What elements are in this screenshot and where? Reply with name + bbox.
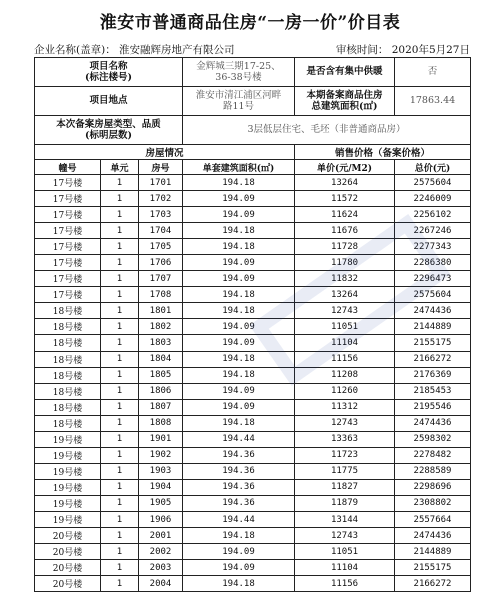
- cell-unit: 1: [101, 367, 139, 383]
- cell-room: 2001: [139, 528, 183, 544]
- cell-unit-price: 11260: [295, 383, 395, 399]
- cell-room: 1707: [139, 271, 183, 287]
- cell-unit-price: 11624: [295, 207, 395, 223]
- cell-room: 1804: [139, 351, 183, 367]
- cell-area: 194.09: [183, 207, 295, 223]
- cell-unit-price: 11312: [295, 399, 395, 415]
- cell-total-price: 2288589: [395, 463, 471, 479]
- cell-area: 194.18: [183, 351, 295, 367]
- cell-room: 1701: [139, 175, 183, 191]
- cell-unit: 1: [101, 528, 139, 544]
- cell-unit-price: 11156: [295, 576, 395, 592]
- cell-unit-price: 11104: [295, 335, 395, 351]
- central-heating-value: 否: [395, 58, 471, 87]
- cell-total-price: 2195546: [395, 399, 471, 415]
- cell-room: 1902: [139, 447, 183, 463]
- cell-building: 19号楼: [35, 447, 101, 463]
- cell-unit: 1: [101, 383, 139, 399]
- type-value: 3层低层住宅、毛坯（非普通商品房）: [183, 116, 471, 145]
- table-row: [35, 560, 471, 576]
- central-heating-label: 是否含有集中供暖: [295, 58, 395, 87]
- table-body: [35, 175, 471, 592]
- col-total-price: 总价(元): [395, 160, 471, 175]
- cell-unit-price: 13363: [295, 431, 395, 447]
- price-header: 销售价格（备案价格）: [295, 145, 471, 160]
- table-row: [35, 303, 471, 319]
- cell-building: 17号楼: [35, 223, 101, 239]
- cell-total-price: 2296473: [395, 271, 471, 287]
- table-row: [35, 239, 471, 255]
- cell-unit: 1: [101, 576, 139, 592]
- type-label: 本次备案房屋类型、品质 (标明层数): [35, 116, 183, 145]
- table-row: [35, 399, 471, 415]
- table-row: [35, 431, 471, 447]
- table-row: [35, 223, 471, 239]
- table-row: [35, 495, 471, 511]
- cell-unit-price: 11676: [295, 223, 395, 239]
- cell-unit-price: 11051: [295, 544, 395, 560]
- cell-total-price: 2267246: [395, 223, 471, 239]
- cell-area: 194.09: [183, 383, 295, 399]
- table-row: [35, 479, 471, 495]
- cell-building: 18号楼: [35, 319, 101, 335]
- cell-total-price: 2166272: [395, 351, 471, 367]
- cell-room: 1904: [139, 479, 183, 495]
- cell-room: 1805: [139, 367, 183, 383]
- cell-unit: 1: [101, 303, 139, 319]
- cell-room: 1704: [139, 223, 183, 239]
- cell-total-price: 2277343: [395, 239, 471, 255]
- table-row: [35, 319, 471, 335]
- cell-unit-price: 13144: [295, 511, 395, 527]
- cell-building: 19号楼: [35, 463, 101, 479]
- cell-unit-price: 11728: [295, 239, 395, 255]
- table-row: [35, 351, 471, 367]
- cell-building: 17号楼: [35, 207, 101, 223]
- cell-room: 1703: [139, 207, 183, 223]
- cell-room: 1906: [139, 511, 183, 527]
- info-row-location: [35, 87, 471, 116]
- table-row: [35, 463, 471, 479]
- cell-area: 194.18: [183, 287, 295, 303]
- cell-unit: 1: [101, 287, 139, 303]
- cell-unit: 1: [101, 415, 139, 431]
- cell-unit: 1: [101, 239, 139, 255]
- cell-area: 194.18: [183, 223, 295, 239]
- cell-area: 194.44: [183, 431, 295, 447]
- cell-area: 194.18: [183, 415, 295, 431]
- table-row: [35, 511, 471, 527]
- cell-unit: 1: [101, 463, 139, 479]
- cell-total-price: 2176369: [395, 367, 471, 383]
- cell-total-price: 2185453: [395, 383, 471, 399]
- cell-building: 19号楼: [35, 479, 101, 495]
- cell-building: 17号楼: [35, 239, 101, 255]
- cell-room: 1705: [139, 239, 183, 255]
- cell-room: 1708: [139, 287, 183, 303]
- cell-area: 194.18: [183, 239, 295, 255]
- cell-unit: 1: [101, 255, 139, 271]
- cell-unit-price: 11832: [295, 271, 395, 287]
- cell-area: 194.18: [183, 303, 295, 319]
- cell-unit: 1: [101, 319, 139, 335]
- cell-total-price: 2166272: [395, 576, 471, 592]
- table-row: [35, 255, 471, 271]
- cell-building: 18号楼: [35, 415, 101, 431]
- cell-room: 1702: [139, 191, 183, 207]
- cell-unit-price: 11104: [295, 560, 395, 576]
- cell-unit-price: 12743: [295, 415, 395, 431]
- cell-building: 18号楼: [35, 351, 101, 367]
- cell-total-price: 2278482: [395, 447, 471, 463]
- cell-unit: 1: [101, 560, 139, 576]
- project-name-value: 金辉城三期17-25、 36-38号楼: [183, 58, 295, 87]
- col-unit-price: 单价(元/M2): [295, 160, 395, 175]
- cell-unit-price: 11780: [295, 255, 395, 271]
- cell-unit-price: 11156: [295, 351, 395, 367]
- col-unit: 单元: [101, 160, 139, 175]
- cell-total-price: 2246009: [395, 191, 471, 207]
- cell-room: 1807: [139, 399, 183, 415]
- cell-area: 194.36: [183, 495, 295, 511]
- table-row: [35, 207, 471, 223]
- cell-room: 1802: [139, 319, 183, 335]
- cell-area: 194.09: [183, 191, 295, 207]
- cell-unit: 1: [101, 495, 139, 511]
- table-row: [35, 271, 471, 287]
- location-value: 淮安市清江浦区河畔 路11号: [183, 87, 295, 116]
- housing-header: 房屋情况: [35, 145, 295, 160]
- cell-total-price: 2256102: [395, 207, 471, 223]
- cell-building: 17号楼: [35, 287, 101, 303]
- review-time: 审核时间： 2020年5月27日: [335, 44, 470, 56]
- cell-room: 1801: [139, 303, 183, 319]
- cell-room: 1903: [139, 463, 183, 479]
- meta-line: [34, 42, 470, 56]
- table-row: [35, 415, 471, 431]
- cell-building: 20号楼: [35, 544, 101, 560]
- cell-area: 194.18: [183, 576, 295, 592]
- cell-area: 194.18: [183, 528, 295, 544]
- cell-total-price: 2598302: [395, 431, 471, 447]
- cell-room: 1905: [139, 495, 183, 511]
- cell-unit: 1: [101, 447, 139, 463]
- project-name-label: 项目名称 (标注楼号): [35, 58, 183, 87]
- cell-total-price: 2144889: [395, 319, 471, 335]
- cell-unit-price: 12743: [295, 528, 395, 544]
- cell-area: 194.18: [183, 175, 295, 191]
- cell-area: 194.36: [183, 447, 295, 463]
- cell-building: 19号楼: [35, 431, 101, 447]
- cell-unit-price: 11775: [295, 463, 395, 479]
- cell-unit-price: 11827: [295, 479, 395, 495]
- cell-area: 194.18: [183, 367, 295, 383]
- cell-room: 2003: [139, 560, 183, 576]
- cell-unit: 1: [101, 207, 139, 223]
- header-column-row: [35, 160, 471, 175]
- cell-unit: 1: [101, 399, 139, 415]
- cell-total-price: 2155175: [395, 560, 471, 576]
- cell-area: 194.09: [183, 544, 295, 560]
- cell-building: 17号楼: [35, 271, 101, 287]
- cell-unit: 1: [101, 511, 139, 527]
- header-group-row: [35, 145, 471, 160]
- table-row: [35, 335, 471, 351]
- cell-building: 19号楼: [35, 495, 101, 511]
- col-room: 房号: [139, 160, 183, 175]
- cell-room: 2004: [139, 576, 183, 592]
- cell-room: 1808: [139, 415, 183, 431]
- cell-room: 1803: [139, 335, 183, 351]
- cell-area: 194.09: [183, 255, 295, 271]
- cell-room: 1901: [139, 431, 183, 447]
- col-area: 单套建筑面积(㎡): [183, 160, 295, 175]
- cell-area: 194.09: [183, 560, 295, 576]
- cell-total-price: 2474436: [395, 303, 471, 319]
- cell-unit-price: 11879: [295, 495, 395, 511]
- cell-total-price: 2155175: [395, 335, 471, 351]
- cell-unit: 1: [101, 544, 139, 560]
- cell-unit: 1: [101, 175, 139, 191]
- cell-total-price: 2557664: [395, 511, 471, 527]
- cell-unit: 1: [101, 191, 139, 207]
- cell-building: 18号楼: [35, 383, 101, 399]
- cell-building: 18号楼: [35, 303, 101, 319]
- cell-building: 17号楼: [35, 175, 101, 191]
- table-row: [35, 367, 471, 383]
- cell-total-price: 2298696: [395, 479, 471, 495]
- cell-unit-price: 12743: [295, 303, 395, 319]
- cell-unit-price: 11051: [295, 319, 395, 335]
- filed-area-value: 17863.44: [395, 87, 471, 116]
- col-building: 幢号: [35, 160, 101, 175]
- cell-total-price: 2575604: [395, 287, 471, 303]
- cell-room: 1706: [139, 255, 183, 271]
- cell-building: 19号楼: [35, 511, 101, 527]
- cell-unit: 1: [101, 351, 139, 367]
- cell-room: 1806: [139, 383, 183, 399]
- table-row: [35, 383, 471, 399]
- table-row: [35, 528, 471, 544]
- enterprise-name: 企业名称(盖章)： 淮安融辉房地产有限公司: [34, 44, 235, 56]
- info-row-project: [35, 58, 471, 87]
- cell-unit: 1: [101, 335, 139, 351]
- cell-building: 18号楼: [35, 399, 101, 415]
- cell-area: 194.09: [183, 271, 295, 287]
- cell-unit: 1: [101, 223, 139, 239]
- cell-room: 2002: [139, 544, 183, 560]
- filed-area-label: 本期备案商品住房 总建筑面积(㎡): [295, 87, 395, 116]
- cell-building: 17号楼: [35, 191, 101, 207]
- cell-unit-price: 11723: [295, 447, 395, 463]
- table-row: [35, 191, 471, 207]
- cell-area: 194.44: [183, 511, 295, 527]
- cell-area: 194.36: [183, 463, 295, 479]
- cell-total-price: 2474436: [395, 528, 471, 544]
- cell-unit: 1: [101, 271, 139, 287]
- cell-area: 194.09: [183, 399, 295, 415]
- table-row: [35, 287, 471, 303]
- cell-building: 20号楼: [35, 576, 101, 592]
- cell-total-price: 2144889: [395, 544, 471, 560]
- table-row: [35, 544, 471, 560]
- cell-area: 194.09: [183, 319, 295, 335]
- cell-building: 18号楼: [35, 367, 101, 383]
- cell-unit-price: 11572: [295, 191, 395, 207]
- cell-building: 20号楼: [35, 560, 101, 576]
- cell-unit-price: 13264: [295, 175, 395, 191]
- cell-total-price: 2308802: [395, 495, 471, 511]
- price-table: [34, 57, 471, 592]
- cell-total-price: 2474436: [395, 415, 471, 431]
- cell-building: 20号楼: [35, 528, 101, 544]
- cell-unit-price: 13264: [295, 287, 395, 303]
- page-title: 淮安市普通商品住房“一房一价”价目表: [99, 13, 401, 33]
- info-row-type: [35, 116, 471, 145]
- cell-unit: 1: [101, 431, 139, 447]
- cell-building: 18号楼: [35, 335, 101, 351]
- cell-total-price: 2286380: [395, 255, 471, 271]
- cell-total-price: 2575604: [395, 175, 471, 191]
- cell-unit-price: 11208: [295, 367, 395, 383]
- cell-area: 194.36: [183, 479, 295, 495]
- location-label: 项目地点: [35, 87, 183, 116]
- table-row: [35, 576, 471, 592]
- table-row: [35, 447, 471, 463]
- cell-area: 194.09: [183, 335, 295, 351]
- cell-unit: 1: [101, 479, 139, 495]
- cell-building: 17号楼: [35, 255, 101, 271]
- table-row: [35, 175, 471, 191]
